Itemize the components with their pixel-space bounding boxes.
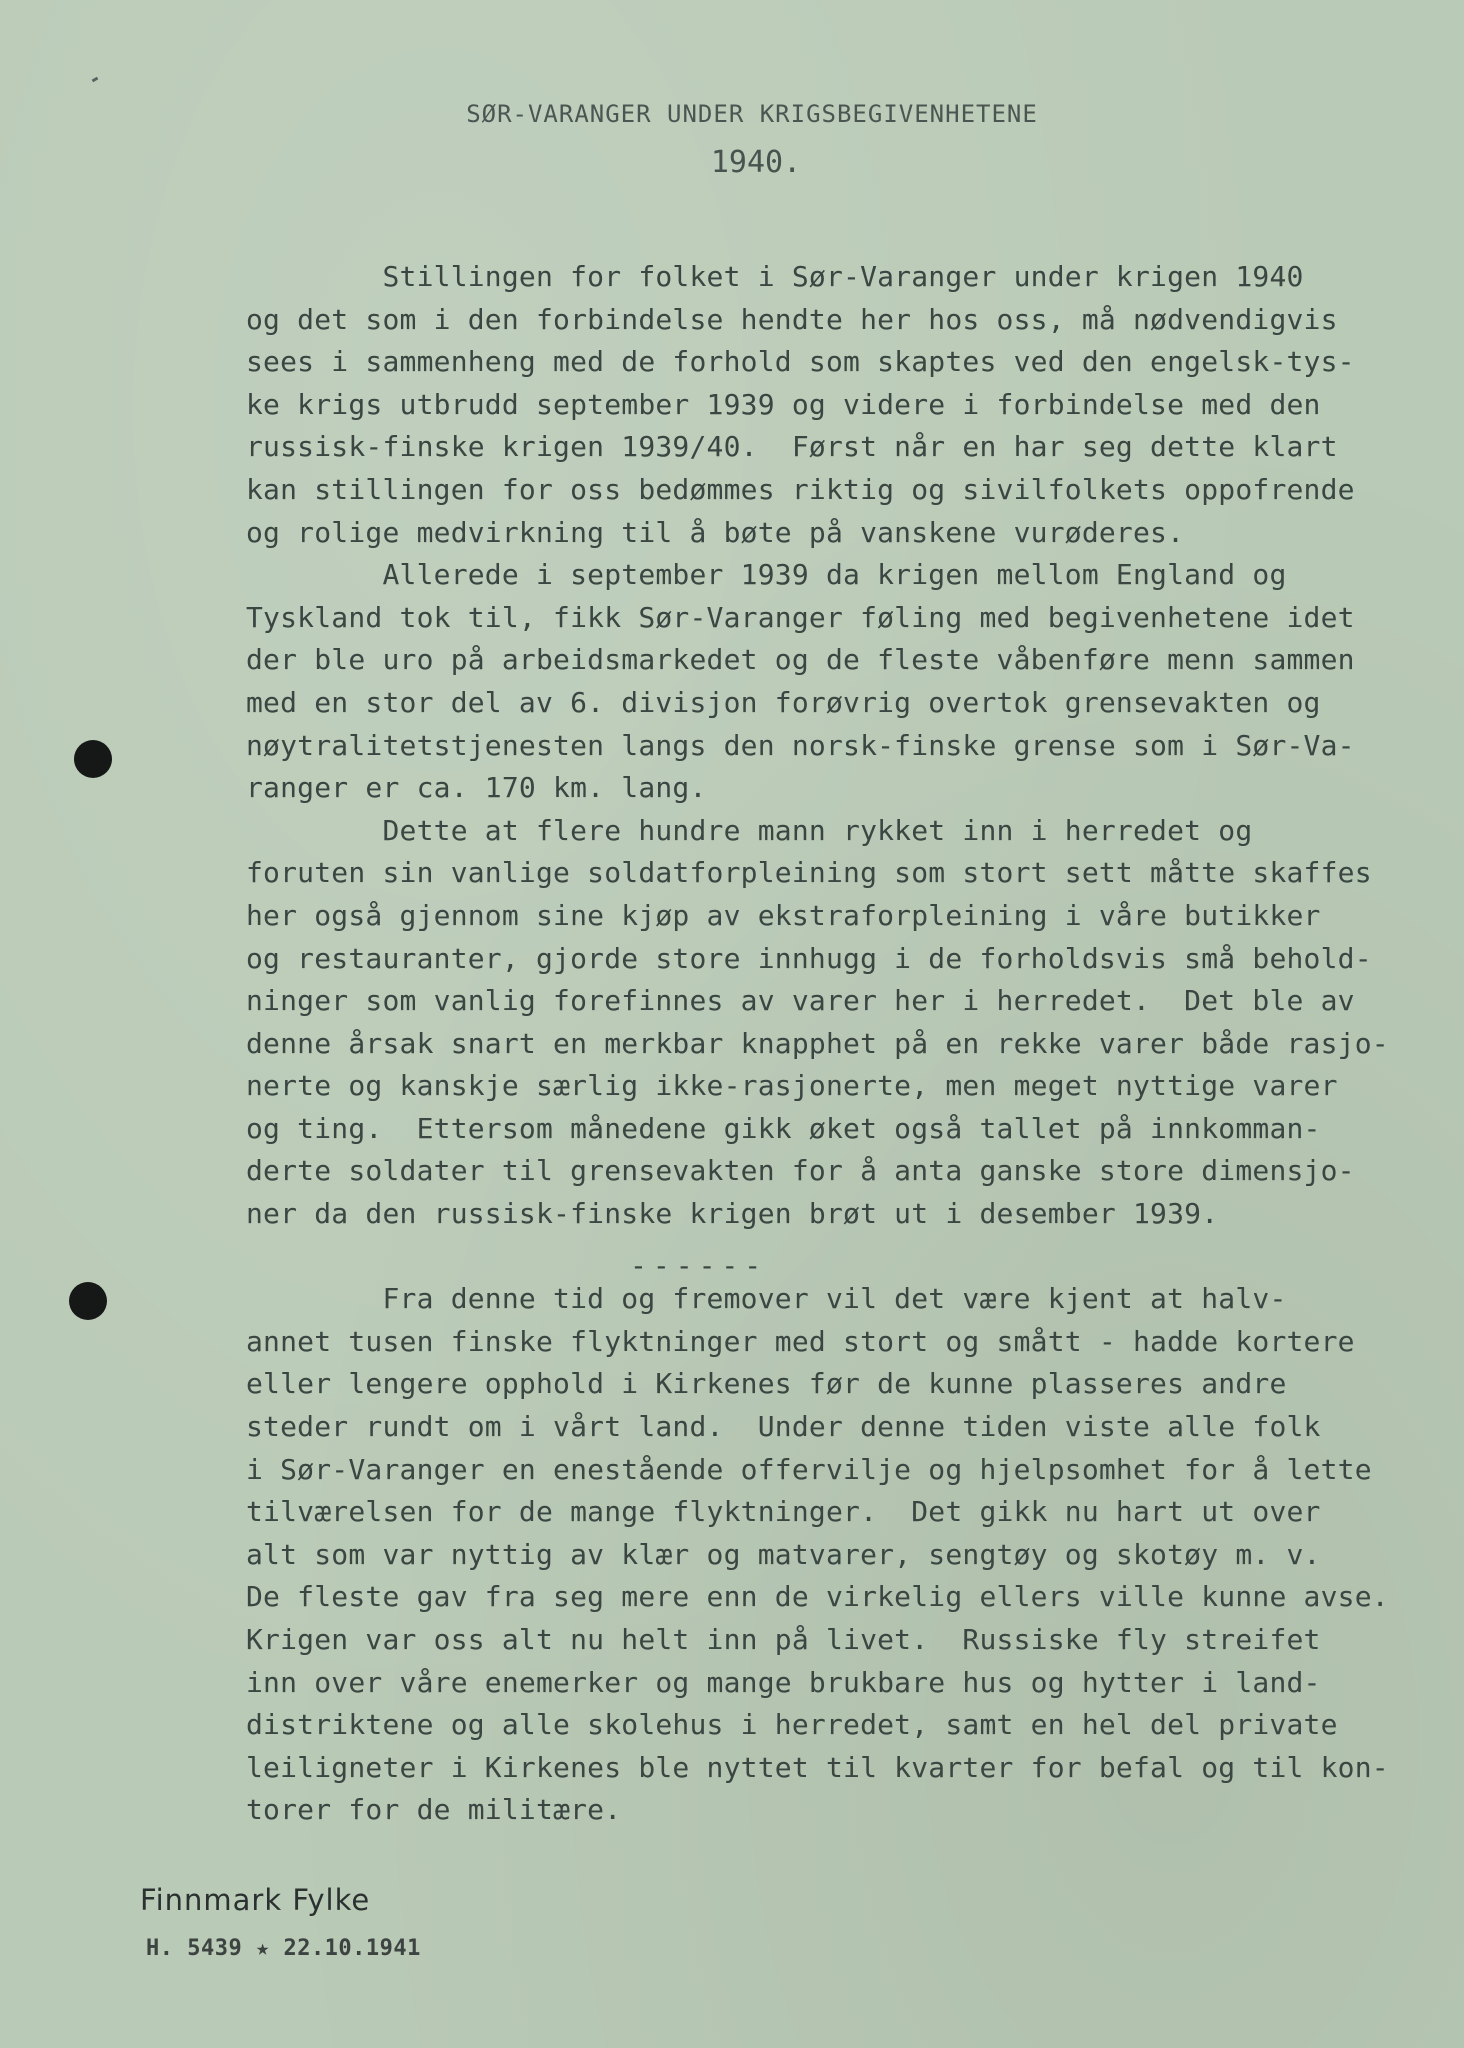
text-line: ner da den russisk-finske krigen brøt ut i desember 1939.	[246, 1197, 1219, 1231]
ink-speck	[92, 77, 99, 83]
text-line: derte soldater til grensevakten for å anta ganske store dimensjo-	[246, 1154, 1355, 1188]
text-line: Tyskland tok til, fikk Sør-Varanger føling med begivenhetene idet	[246, 600, 1355, 634]
text-line: distriktene og alle skolehus i herredet, samt en hel del private	[246, 1708, 1338, 1742]
text-line: i Sør-Varanger en enestående offervilje og hjelpsomhet for å lette	[246, 1452, 1372, 1486]
document-year: 1940.	[710, 145, 802, 180]
section-separator: ------	[630, 1249, 768, 1282]
text-line: Fra denne tid og fremover vil det være kjent at halv-	[246, 1282, 1287, 1316]
text-line: nøytralitetstjenesten langs den norsk-finske grense som i Sør-Va-	[246, 728, 1355, 762]
text-line: leiligneter i Kirkenes ble nyttet til kvarter for befal og til kon-	[246, 1750, 1389, 1784]
text-line: og rolige medvirkning til å bøte på vanskene vurøderes.	[246, 515, 1185, 549]
text-line: alt som var nyttig av klær og matvarer, sengtøy og skotøy m. v.	[246, 1537, 1321, 1571]
text-line: Krigen var oss alt nu helt inn på livet. Russiske fly streifet	[246, 1623, 1321, 1656]
text-line: foruten sin vanlige soldatforpleining som stort sett måtte skaffes	[246, 856, 1372, 890]
text-line: med en stor del av 6. divisjon forøvrig overtok grensevakten og	[246, 685, 1321, 719]
text-line: sees i sammenheng med de forhold som skaptes ved den engelsk-tys-	[246, 345, 1355, 379]
text-line: og ting. Ettersom månedene gikk øket også tallet på innkomman-	[246, 1111, 1321, 1145]
document-body	[246, 256, 1426, 1832]
text-line: Stillingen for folket i Sør-Varanger under krigen 1940	[246, 260, 1304, 293]
text-line: Allerede i september 1939 da krigen mellom England og	[246, 558, 1287, 592]
text-line: russisk-finske krigen 1939/40. Først når en har seg dette klart	[246, 430, 1338, 464]
text-line: Dette at flere hundre mann rykket inn i herredet og	[246, 813, 1253, 847]
text-line: eller lengere opphold i Kirkenes før de kunne plasseres andre	[246, 1367, 1287, 1401]
archive-stamp-title: Finnmark Fylke	[140, 1883, 371, 1917]
archive-stamp-code: H. 5439 ★ 22.10.1941	[146, 1936, 421, 1961]
document-title: SØR-VARANGER UNDER KRIGSBEGIVENHETENE	[466, 100, 1038, 128]
text-line: De fleste gav fra seg mere enn de virkelig ellers ville kunne avse.	[246, 1580, 1389, 1614]
separator-spacer	[246, 1236, 1426, 1279]
text-line: ranger er ca. 170 km. lang.	[246, 771, 707, 805]
punch-hole	[74, 740, 112, 778]
text-line: ke krigs utbrudd september 1939 og videre i forbindelse med den	[246, 387, 1321, 421]
text-line: og det som i den forbindelse hendte her hos oss, må nødvendigvis	[246, 302, 1338, 336]
text-line: nerte og kanskje særlig ikke-rasjonerte, men meget nyttige varer	[246, 1069, 1338, 1103]
text-line: tilværelsen for de mange flyktninger. Det gikk nu hart ut over	[246, 1495, 1321, 1529]
text-line: der ble uro på arbeidsmarkedet og de fleste våbenføre menn sammen	[246, 643, 1355, 677]
text-line: og restauranter, gjorde store innhugg i de forholdsvis små behold-	[246, 941, 1372, 975]
punch-hole	[69, 1282, 107, 1320]
text-line: steder rundt om i vårt land. Under denne tiden viste alle folk	[246, 1410, 1321, 1444]
text-line: kan stillingen for oss bedømmes riktig og sivilfolkets oppofrende	[246, 472, 1355, 506]
text-line: annet tusen finske flyktninger med stort og smått - hadde kortere	[246, 1324, 1355, 1358]
text-line: ninger som vanlig forefinnes av varer her i herredet. Det ble av	[246, 984, 1355, 1018]
text-line: inn over våre enemerker og mange brukbare hus og hytter i land-	[246, 1665, 1321, 1699]
text-line: denne årsak snart en merkbar knapphet på en rekke varer både rasjo-	[246, 1026, 1389, 1060]
text-line: her også gjennom sine kjøp av ekstraforpleining i våre butikker	[246, 898, 1321, 932]
text-line: torer for de militære.	[246, 1793, 622, 1827]
